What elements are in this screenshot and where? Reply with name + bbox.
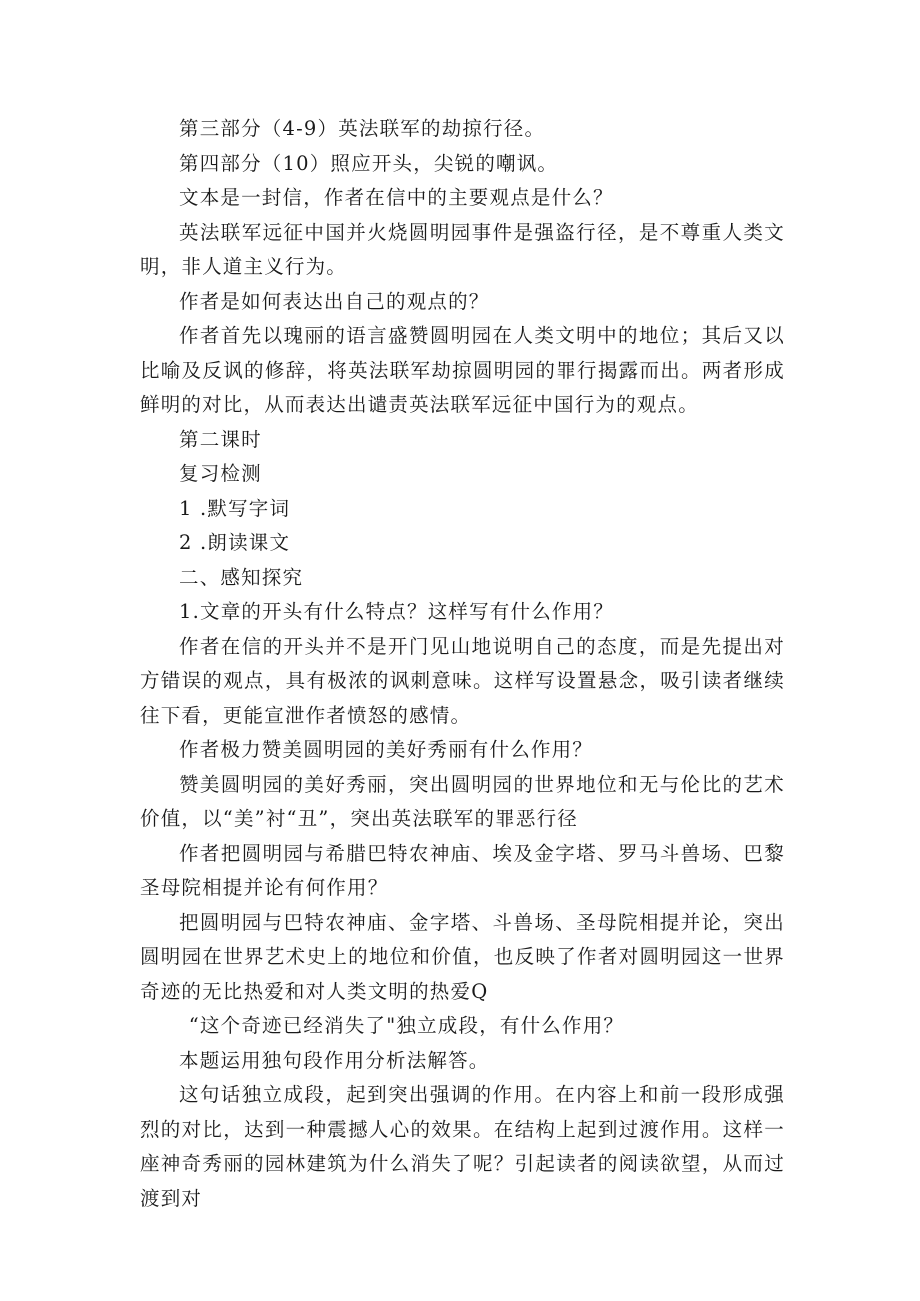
explore-heading: 二、感知探究	[179, 565, 304, 589]
question-praise: 作者极力赞美圆明园的美好秀丽有什么作用？	[179, 738, 594, 761]
lesson-two-heading: 第二课时	[179, 427, 262, 451]
review-item-2: 2 .朗读课文	[179, 531, 291, 554]
question-opening: 1.文章的开头有什么特点？这样写有什么作用？	[179, 600, 615, 623]
answer-praise: 赞美圆明园的美好秀丽，突出圆明园的世界地位和无与伦比的艺术价值，以“美”衬“丑”，突出英法联军的罪恶行径	[140, 772, 785, 830]
answer-opening: 作者在信的开头并不是开门见山地说明自己的态度，而是先提出对方错误的观点，具有极浓的讽刺意味。这样写设置悬念，吸引读者继续往下看，更能宣泄作者愤怒的感情。	[140, 634, 785, 727]
review-item-1: 1 .默写字词	[179, 496, 291, 520]
answer-comparison: 把圆明园与巴特农神庙、金字塔、斗兽场、圣母院相提并论，突出圆明园在世界艺术史上的地位和价值，也反映了作者对圆明园这一世界奇迹的无比热爱和对人类文明的热爱Q	[140, 910, 785, 1003]
section-three-line: 第三部分（4-9）英法联军的劫掠行径。	[179, 117, 546, 140]
question-standalone-sentence: “这个奇迹已经消失了"独立成段，有什么作用？	[188, 1014, 625, 1037]
review-heading: 复习检测	[179, 462, 262, 485]
answer-main-view: 英法联军远征中国并火烧圆明园事件是强盗行径，是不尊重人类文明，非人道主义行为。	[140, 220, 785, 278]
document-page	[140, 112, 785, 1216]
question-comparison: 作者把圆明园与希腊巴特农神庙、埃及金字塔、罗马斗兽场、巴黎圣母院相提并论有何作用？	[140, 841, 785, 899]
question-how-expressed: 作者是如何表达出自己的观点的？	[179, 289, 490, 313]
method-note: 本题运用独句段作用分析法解答。	[179, 1048, 490, 1072]
answer-how-expressed: 作者首先以瑰丽的语言盛赞圆明园在人类文明中的地位；其后又以比喻及反讽的修辞，将英法联军劫掠圆明园的罪行揭露而出。两者形成鲜明的对比，从而表达出谴责英法联军远征中国行为的观点。	[140, 324, 785, 416]
answer-standalone-sentence: 这句话独立成段，起到突出强调的作用。在内容上和前一段形成强烈的对比，达到一种震撼人心的效果。在结构上起到过渡作用。这样一座神奇秀丽的园林建筑为什么消失了呢？引起读者的阅读欲望，从而过渡到对	[140, 1083, 785, 1210]
question-main-view: 文本是一封信，作者在信中的主要观点是什么？	[179, 186, 614, 209]
section-four-line: 第四部分（10）照应开头，尖锐的嘲讽。	[179, 151, 559, 175]
